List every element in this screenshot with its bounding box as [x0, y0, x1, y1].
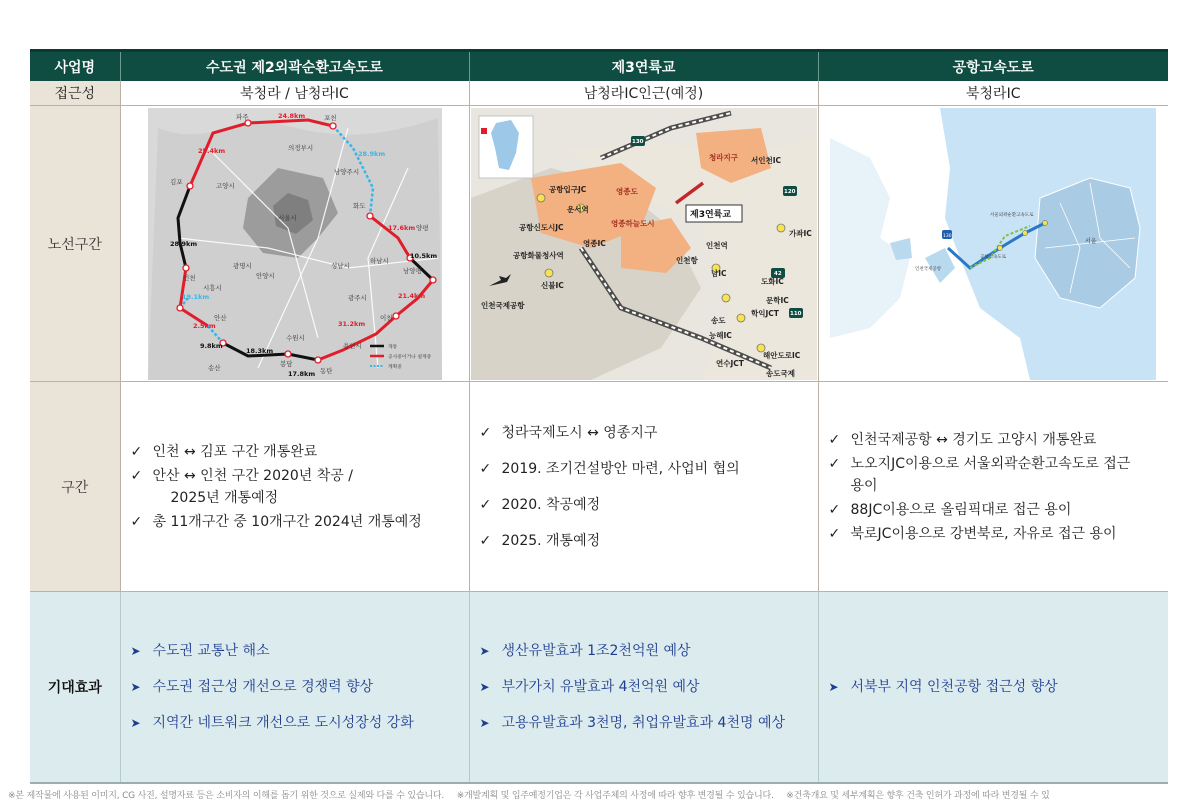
map1-legend: 계획중 [387, 364, 402, 370]
map1-place: 동탄 [319, 366, 333, 375]
map1-place: 안산 [213, 313, 227, 322]
access-row [30, 81, 1168, 106]
list-item: ➤ 부가가치 유발효과 4천억원 예상 [480, 677, 818, 697]
list-item: ✓ 청라국제도시 ↔ 영종지구 [480, 424, 818, 442]
map2-place: 가좌IC [788, 228, 812, 238]
project-header-1: 수도권 제2외곽순환고속도로 [120, 51, 469, 82]
map1-place: 봉담 [279, 359, 293, 368]
map1-distance: 9.8km [199, 341, 223, 350]
map2-place: 영종하늘도시 [610, 218, 654, 228]
map1-place: 인천 [182, 273, 196, 282]
effects-label: 기대효과 [30, 592, 120, 784]
map2-road-number: 120 [783, 188, 795, 195]
project-header-3: 공항고속도로 [818, 51, 1168, 82]
disclaimer-text: ※건축개요 및 세부계획은 향후 건축 인허가 과정에 따라 변경될 수 있 [786, 791, 1050, 801]
header-row [30, 51, 1168, 82]
map3-road-number: 130 [943, 233, 952, 239]
map1-distance: 2.5km [192, 321, 216, 330]
map1-distance: 18.3km [245, 346, 273, 355]
map1-distance: 24.8km [277, 111, 305, 120]
list-item: ✓ 총 11개구간 중 10개구간 2024년 개통예정 [131, 513, 469, 531]
map-cell-2 [469, 106, 818, 382]
map1-place: 성남시 [330, 261, 350, 270]
infrastructure-table [30, 49, 1168, 784]
access-label: 접근성 [30, 81, 120, 106]
map2-place: 학익JCT [750, 308, 779, 318]
map2-place: 도화IC [760, 276, 784, 286]
project-header-2: 제3연륙교 [469, 51, 818, 82]
map2-place: 송도 [710, 315, 725, 325]
map1-legend: 개통 [387, 344, 397, 350]
section-cell-3 [818, 382, 1168, 592]
map1-distance: 10.5km [409, 251, 437, 260]
map1-distance: 17.6km [387, 223, 415, 232]
beltway-route-map [148, 108, 442, 380]
disclaimer-text: ※개발계획 및 입주예정기업은 각 사업주체의 사정에 따라 향후 변경될 수 있습니다. [456, 791, 774, 801]
map2-place: 인천국제공항 [480, 300, 524, 310]
map2-road-number: 130 [631, 138, 643, 145]
map1-distance: 28.9km [169, 239, 197, 248]
map1-legend: 공사중이거나 설계중 [387, 354, 431, 360]
map1-place: 용인시 [342, 341, 362, 350]
list-item: ➤ 수도권 접근성 개선으로 경쟁력 향상 [131, 677, 469, 697]
list-item: ➤ 지역간 네트워크 개선으로 도시성장성 강화 [131, 713, 469, 733]
map2-place: 영종IC [582, 238, 606, 248]
list-item: ✓ 안산 ↔ 인천 구간 2020년 착공 / [131, 467, 469, 485]
section-cell-2 [469, 382, 818, 592]
list-item: ✓ 2025. 개통예정 [480, 532, 818, 550]
map1-place: 광명시 [232, 261, 252, 270]
map1-distance: 25.4km [197, 146, 225, 155]
map2-place: 신불IC [540, 280, 564, 290]
access-value-1: 북청라 / 남청라IC [120, 81, 469, 106]
map1-place: 화도 [352, 201, 366, 210]
map1-place: 서울시 [277, 213, 297, 222]
list-item: ✓ 인천 ↔ 김포 구간 개통완료 [131, 443, 469, 461]
map1-place: 양평 [415, 223, 429, 232]
map1-place: 남양평 [402, 266, 422, 275]
map1-place: 김포 [169, 177, 183, 186]
map2-place: 해안도로IC [762, 350, 800, 360]
map2-place: 인천역 [705, 240, 728, 250]
list-item: ➤ 수도권 교통난 해소 [131, 641, 469, 661]
map1-place: 의정부시 [287, 143, 313, 152]
map3-place: 서울 [1085, 237, 1097, 245]
route-label: 노선구간 [30, 106, 120, 382]
list-item: 2025년 개통예정 [170, 489, 279, 506]
map1-place: 이천 [379, 313, 393, 322]
effects-cell-3 [818, 592, 1168, 784]
map2-place: 인천항 [675, 255, 698, 265]
section-label: 구간 [30, 382, 120, 592]
map2-road-number: 42 [773, 270, 782, 277]
map3-place: 공항고속도로 [980, 254, 1007, 260]
map1-place: 시흥시 [202, 283, 222, 292]
map1-place: 수원시 [285, 333, 305, 342]
map2-place: 능해IC [708, 330, 732, 340]
map1-place: 남양주시 [333, 167, 359, 176]
effects-row [30, 592, 1168, 784]
list-item: ✓ 북로JC이용으로 강변북로, 자유로 접근 용이 [829, 525, 1169, 543]
effects-cell-2 [469, 592, 818, 784]
map2-place: 운서역 [566, 204, 589, 214]
map2-place: 문학IC [765, 295, 789, 305]
access-value-3: 북청라IC [818, 81, 1168, 106]
access-value-2: 남청라IC인근(예정) [469, 81, 818, 106]
map2-place: 송도국제 [765, 368, 795, 378]
map1-place: 송산 [207, 363, 221, 372]
map2-place: 공항입구JC [548, 184, 586, 194]
map2-place: 공항신도시JC [518, 222, 564, 232]
map1-distance: 21.4km [397, 291, 425, 300]
map2-place: 공항화물청사역 [512, 250, 564, 260]
map1-place: 고양시 [215, 181, 235, 190]
section-cell-1 [120, 382, 469, 592]
disclaimer-footer [8, 788, 1200, 801]
map2-place: 서인천IC [750, 155, 781, 165]
list-item: ✓ 인천국제공항 ↔ 경기도 고양시 개통완료 [829, 431, 1169, 449]
list-item: ➤ 고용유발효과 3천명, 취업유발효과 4천명 예상 [480, 713, 818, 733]
list-item: ✓ 88JC이용으로 올림픽대로 접근 용이 [829, 501, 1169, 519]
map1-distance: 17.8km [287, 369, 315, 378]
map2-place: 남IC [710, 268, 727, 278]
route-map-row [30, 106, 1168, 382]
project-name-header: 사업명 [30, 51, 120, 82]
map-cell-1 [120, 106, 469, 382]
list-item: 용이 [850, 477, 878, 494]
map1-place: 파주 [235, 112, 249, 121]
map3-place: 인천국제공항 [915, 266, 942, 272]
map2-road-number: 110 [789, 310, 801, 317]
third-bridge-map [471, 108, 817, 380]
list-item: ✓ 2020. 착공예정 [480, 496, 818, 514]
map1-distance: 31.2km [337, 319, 365, 328]
map1-place: 포천 [323, 113, 337, 122]
disclaimer-text: ※본 제작물에 사용된 이미지, CG 사진, 설명자료 등은 소비자의 이해를 돕기 위한 것으로 실제와 다를 수 있습니다. [8, 791, 445, 801]
list-item: ➤ 생산유발효과 1조2천억원 예상 [480, 641, 818, 661]
section-row [30, 382, 1168, 592]
bridge-label: 제3연륙교 [689, 209, 731, 220]
list-item: ➤ 서북부 지역 인천공항 접근성 향상 [829, 677, 1169, 697]
map1-place: 광주시 [347, 293, 367, 302]
map1-distance: 28.9km [357, 149, 385, 158]
map1-distance: 19.1km [181, 292, 209, 301]
map3-place: 서울외곽순환고속도로 [990, 212, 1034, 218]
effects-cell-1 [120, 592, 469, 784]
map2-place: 영종도 [615, 186, 638, 196]
map1-place: 안양시 [255, 271, 275, 280]
map1-place: 하남시 [369, 256, 389, 265]
airport-expressway-map [830, 108, 1156, 380]
map2-place: 연수JCT [715, 358, 744, 368]
list-item: ✓ 노오지JC이용으로 서울외곽순환고속도로 접근 [829, 455, 1169, 473]
map2-place: 청라지구 [708, 152, 738, 162]
map-cell-3 [818, 106, 1168, 382]
list-item: ✓ 2019. 조기건설방안 마련, 사업비 협의 [480, 460, 818, 478]
